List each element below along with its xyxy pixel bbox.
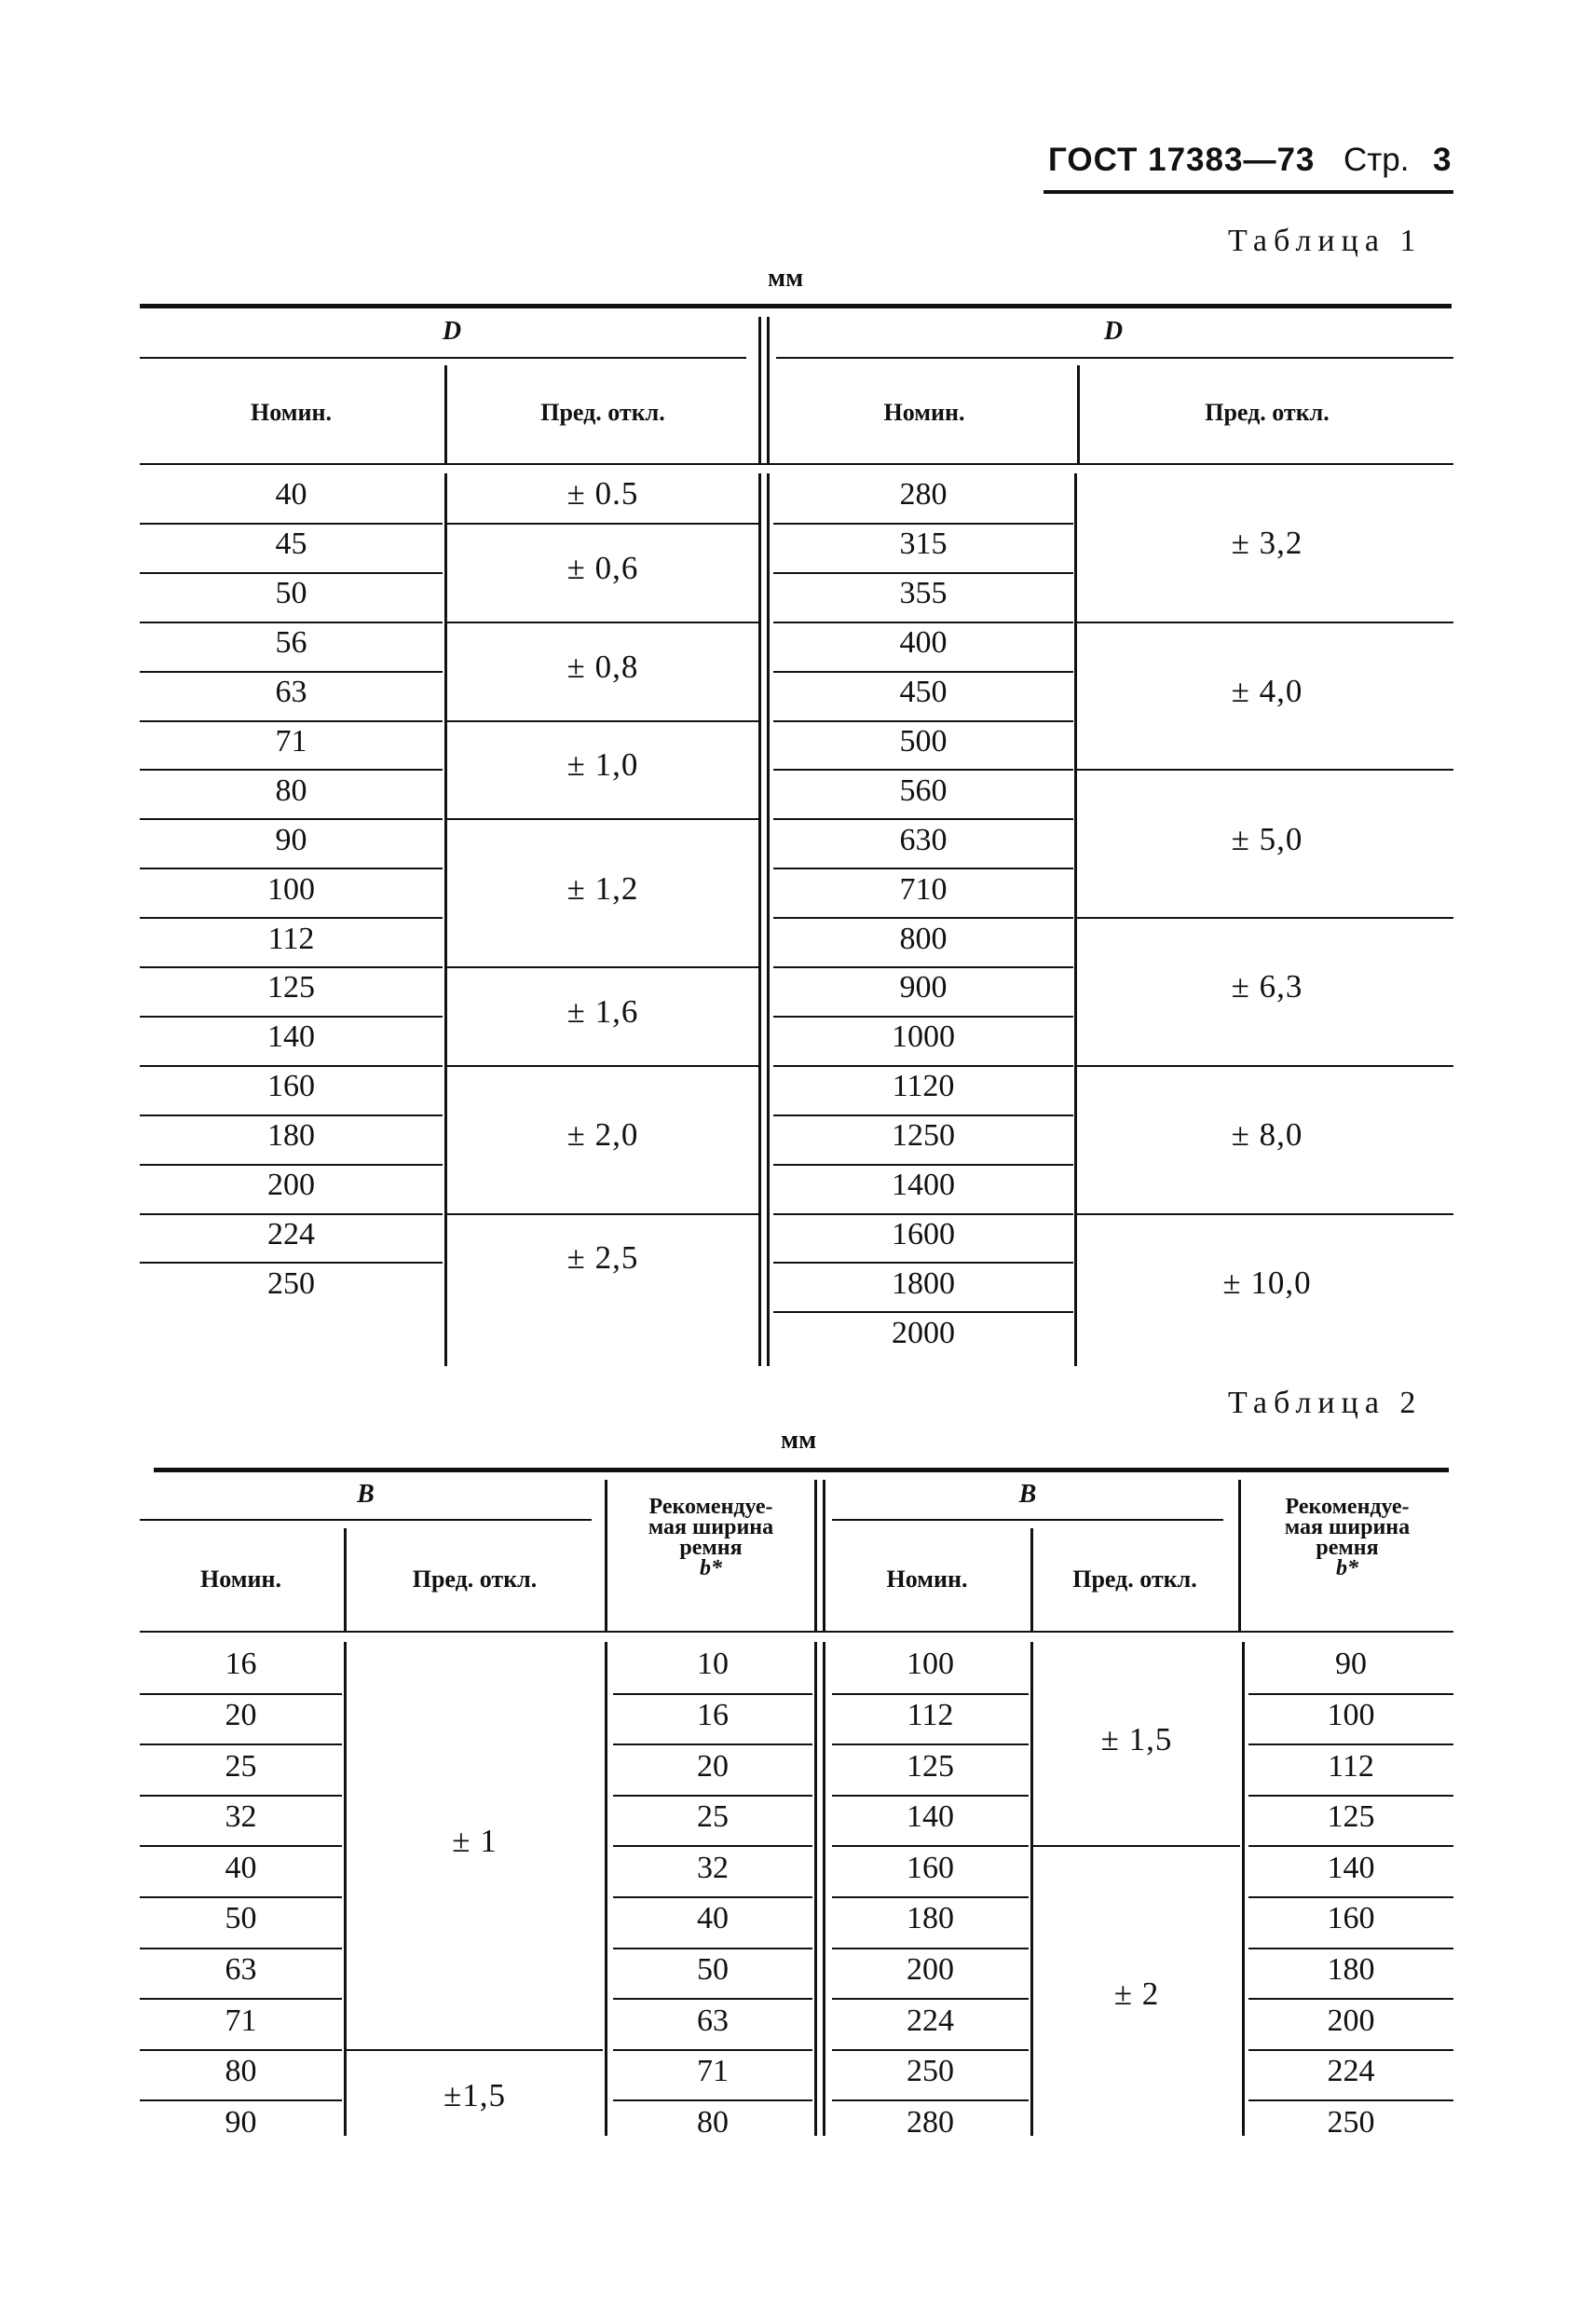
table2-left-rec-rule-8	[613, 2099, 812, 2101]
table1-top-rule	[140, 304, 1452, 308]
table2-group-rule-left	[140, 1519, 592, 1521]
table2-group-label-right: B	[1018, 1480, 1037, 1509]
table1-left-dev: ± 2,5	[566, 1239, 639, 1277]
table1-right-nominal: 560	[899, 773, 948, 808]
table2-right-rec-rule-2	[1248, 1795, 1453, 1797]
table2-header-rule	[140, 1631, 1453, 1633]
table2-caption: Таблица 2	[1228, 1386, 1423, 1420]
table2-right-nominal: 140	[907, 1799, 954, 1835]
table2-right-rec: 224	[1327, 2054, 1375, 2089]
table2-right-nominal-rule-3	[832, 1845, 1029, 1847]
table1-left-nominal-rule-0	[140, 523, 443, 525]
table2-body-sep-2	[605, 1642, 607, 2136]
table2-body-sep-4	[1242, 1642, 1245, 2136]
table1-body-sep-left	[444, 473, 447, 1366]
table1-left-nominal-rule-11	[140, 1065, 443, 1067]
table2-left-nominal: 40	[225, 1850, 257, 1885]
table2-left-rec: 71	[697, 2054, 729, 2089]
table1-left-dev: ± 2,0	[566, 1116, 639, 1154]
table2-right-nominal-rule-1	[832, 1744, 1029, 1745]
table1-right-dev-rule-3	[1077, 1065, 1453, 1067]
table1-left-nominal: 224	[267, 1216, 315, 1251]
table2-left-nominal: 20	[225, 1697, 257, 1732]
table2-left-nominal-rule-6	[140, 1998, 342, 2000]
table1-left-dev-rule-5	[447, 1065, 758, 1067]
table1-right-nominal: 1000	[892, 1019, 955, 1055]
table2-group-rule-right	[832, 1519, 1223, 1521]
table2-right-rec-rule-4	[1248, 1896, 1453, 1898]
table1-right-nominal-rule-1	[773, 572, 1073, 574]
table1-left-nominal: 50	[275, 576, 307, 611]
table1-left-nominal-rule-15	[140, 1262, 443, 1264]
table1-right-nominal: 315	[899, 526, 948, 562]
table1-right-nominal-rule-12	[773, 1114, 1073, 1116]
standard-number: ГОСТ 17383—73	[1048, 142, 1316, 178]
table2-left-nominal-rule-2	[140, 1795, 342, 1797]
table1-group-rule-right	[776, 357, 1453, 359]
table2-right-nominal-rule-0	[832, 1693, 1029, 1695]
table2-right-dev-rule	[1033, 1845, 1240, 1847]
table1-left-nominal: 250	[267, 1265, 315, 1301]
table1-right-nominal: 355	[899, 576, 948, 611]
table2-left-dev: ±1,5	[443, 2077, 506, 2114]
table1-right-nominal-rule-8	[773, 917, 1073, 919]
table1-left-nominal-rule-2	[140, 622, 443, 623]
table2-right-nominal-rule-8	[832, 2099, 1029, 2101]
table1-left-dev-rule-1	[447, 622, 758, 623]
table2-unit: мм	[781, 1426, 817, 1455]
table2-group-label-left: B	[357, 1480, 375, 1509]
table2-right-rec: 180	[1327, 1951, 1375, 1987]
table1-right-nominal-rule-13	[773, 1164, 1073, 1166]
table2-left-rec-rule-2	[613, 1795, 812, 1797]
table2-right-nominal-rule-2	[832, 1795, 1029, 1797]
table1-col-dev-right: Пред. откл.	[1205, 399, 1330, 426]
table2-right-rec-rule-0	[1248, 1693, 1453, 1695]
table2-right-dev: ± 2	[1113, 1976, 1160, 2013]
table1-left-nominal-rule-1	[140, 572, 443, 574]
table1-left-nominal: 40	[275, 477, 307, 513]
table1-right-nominal-rule-15	[773, 1262, 1073, 1264]
table1-left-dev-rule-0	[447, 523, 758, 525]
table2-right-rec: 100	[1327, 1697, 1375, 1732]
table1-left-nominal-rule-8	[140, 917, 443, 919]
table1-left-nominal-rule-14	[140, 1213, 443, 1215]
table2-right-nominal-rule-5	[832, 1948, 1029, 1949]
page-header	[1044, 142, 1453, 196]
table1-right-nominal: 1400	[892, 1168, 955, 1203]
table1-right-nominal: 800	[899, 921, 948, 956]
table1-right-nominal: 1120	[892, 1069, 955, 1104]
table2-left-nominal: 63	[225, 1951, 257, 1987]
table2-right-nominal-rule-7	[832, 2049, 1029, 2051]
table2-right-rec-rule-8	[1248, 2099, 1453, 2101]
table2-left-nominal: 25	[225, 1748, 257, 1784]
table2-right-nominal: 200	[907, 1951, 954, 1987]
table1-right-dev: ± 10,0	[1222, 1264, 1312, 1301]
table2-left-nominal-rule-8	[140, 2099, 342, 2101]
table1-left-dev: ± 0,8	[566, 648, 639, 685]
table2-right-dev: ± 1,5	[1100, 1721, 1173, 1758]
table2-col-nominal-right: Номин.	[886, 1566, 968, 1593]
table2-left-rec-rule-6	[613, 1998, 812, 2000]
table1-left-dev: ± 1,0	[566, 746, 639, 784]
table2-hdr-double-b	[823, 1480, 825, 1631]
table2-col-nominal-left: Номин.	[200, 1566, 281, 1593]
table2-left-nominal-rule-3	[140, 1845, 342, 1847]
table2-hdr-double-a	[814, 1480, 817, 1631]
table2-right-nominal: 112	[907, 1697, 954, 1732]
page-label: Стр.	[1344, 142, 1410, 178]
table1-header-rule	[140, 463, 1453, 465]
table2-right-rec-rule-1	[1248, 1744, 1453, 1745]
table1-left-dev: ± 0.5	[566, 475, 639, 513]
table1-right-nominal-rule-9	[773, 966, 1073, 968]
table2-left-rec-rule-7	[613, 2049, 812, 2051]
table1-left-nominal: 90	[275, 822, 307, 857]
table1-right-nominal-rule-14	[773, 1213, 1073, 1215]
table2-right-rec-rule-3	[1248, 1845, 1453, 1847]
table1-col-dev-left: Пред. откл.	[540, 399, 665, 426]
table2-left-nominal: 50	[225, 1901, 257, 1936]
table2-right-rec-rule-7	[1248, 2049, 1453, 2051]
table1-left-nominal: 125	[267, 970, 315, 1005]
table2-left-nominal: 71	[225, 2003, 257, 2038]
table1-right-nominal: 450	[899, 675, 948, 710]
table2-left-nominal-rule-0	[140, 1693, 342, 1695]
table2-left-rec: 40	[697, 1901, 729, 1936]
table1-left-nominal: 100	[267, 871, 315, 907]
table2-left-rec-rule-5	[613, 1948, 812, 1949]
table1-group-rule-left	[140, 357, 746, 359]
table2-right-rec: 112	[1328, 1748, 1374, 1784]
table1-left-nominal: 80	[275, 773, 307, 808]
table1-body-double-b	[767, 473, 770, 1366]
table1-right-nominal: 710	[899, 871, 948, 907]
table2-left-rec-rule-3	[613, 1845, 812, 1847]
table1-right-dev: ± 8,0	[1231, 1116, 1303, 1154]
table1-right-nominal-rule-2	[773, 622, 1073, 623]
table2-left-nominal: 16	[225, 1647, 257, 1682]
table1-left-dev-rule-4	[447, 966, 758, 968]
table2-left-rec: 25	[697, 1799, 729, 1835]
table1-right-nominal: 900	[899, 970, 948, 1005]
table1-left-nominal: 160	[267, 1069, 315, 1104]
table2-left-rec: 16	[697, 1697, 729, 1732]
table2-left-dev-rule	[347, 2049, 603, 2051]
table2-left-rec: 80	[697, 2104, 729, 2140]
table2-col-dev-right: Пред. откл.	[1072, 1566, 1197, 1593]
table1-right-nominal: 1250	[892, 1118, 955, 1154]
table2-col-rec-left: Рекомендуе- мая ширина ремня b*	[648, 1495, 774, 1580]
table1-right-nominal: 630	[899, 822, 948, 857]
table2-left-nominal: 80	[225, 2054, 257, 2089]
table1-left-nominal: 200	[267, 1168, 315, 1203]
table2-right-rec: 160	[1327, 1901, 1375, 1936]
table1-right-nominal: 400	[899, 625, 948, 661]
table1-left-nominal: 140	[267, 1019, 315, 1055]
table1-right-nominal-rule-3	[773, 671, 1073, 673]
table2-col-dev-left: Пред. откл.	[412, 1566, 538, 1593]
table1-left-nominal-rule-7	[140, 868, 443, 869]
table2-left-rec: 50	[697, 1951, 729, 1987]
table1-hdr-double-b	[767, 317, 770, 463]
table1-left-dev: ± 1,2	[566, 869, 639, 907]
table1-col-nominal-right: Номин.	[883, 399, 965, 426]
table1-group-label-left: D	[442, 317, 462, 346]
table1-right-dev: ± 4,0	[1231, 673, 1303, 710]
table1-left-nominal-rule-6	[140, 818, 443, 820]
table2-right-nominal: 100	[907, 1647, 954, 1682]
table2-left-nominal: 90	[225, 2104, 257, 2140]
table2-left-rec: 32	[697, 1850, 729, 1885]
table1-right-nominal: 1600	[892, 1216, 955, 1251]
table2-right-nominal: 125	[907, 1748, 954, 1784]
table2-left-nominal-rule-7	[140, 2049, 342, 2051]
table1-left-nominal-rule-10	[140, 1016, 443, 1018]
table2-body-double-b	[823, 1642, 825, 2136]
table1-left-dev-rule-2	[447, 720, 758, 722]
table2-left-dev: ± 1	[452, 1823, 498, 1860]
table1-left-nominal: 56	[275, 625, 307, 661]
table2-right-nominal: 160	[907, 1850, 954, 1885]
table1-right-nominal: 2000	[892, 1315, 955, 1350]
table2-right-rec-rule-6	[1248, 1998, 1453, 2000]
table1-right-nominal-rule-16	[773, 1311, 1073, 1313]
table2-right-rec-rule-5	[1248, 1948, 1453, 1949]
table1-right-nominal-rule-4	[773, 720, 1073, 722]
page-number: 3	[1433, 142, 1452, 178]
table2-col-rec-right: Рекомендуе- мая ширина ремня b*	[1284, 1495, 1411, 1580]
table1-right-nominal-rule-10	[773, 1016, 1073, 1018]
table1-left-dev: ± 0,6	[566, 549, 639, 586]
table1-left-nominal: 45	[275, 526, 307, 562]
table1-body-double-a	[758, 473, 761, 1366]
table2-left-rec-rule-4	[613, 1896, 812, 1898]
table2-body-sep-3	[1030, 1642, 1033, 2136]
table1-unit: мм	[768, 264, 804, 293]
table1-right-nominal-rule-0	[773, 523, 1073, 525]
table2-left-rec-rule-1	[613, 1744, 812, 1745]
table1-left-nominal: 112	[267, 921, 315, 956]
table1-left-dev: ± 1,6	[566, 992, 639, 1030]
table1-caption: Таблица 1	[1228, 224, 1423, 258]
table1-left-nominal: 63	[275, 675, 307, 710]
table1-left-nominal: 180	[267, 1118, 315, 1154]
table1-left-nominal-rule-3	[140, 671, 443, 673]
table1-right-nominal: 280	[899, 477, 948, 513]
table1-right-dev: ± 5,0	[1231, 820, 1303, 857]
table1-left-nominal: 71	[275, 723, 307, 759]
table1-left-nominal-rule-5	[140, 769, 443, 771]
table2-right-nominal: 180	[907, 1901, 954, 1936]
table1-left-nominal-rule-13	[140, 1164, 443, 1166]
table1-right-nominal-rule-6	[773, 818, 1073, 820]
table2-left-rec-rule-0	[613, 1693, 812, 1695]
table1-right-dev-rule-2	[1077, 917, 1453, 919]
table2-right-nominal: 280	[907, 2104, 954, 2140]
table2-right-nominal-rule-6	[832, 1998, 1029, 2000]
table1-right-nominal-rule-11	[773, 1065, 1073, 1067]
table1-left-nominal-rule-9	[140, 966, 443, 968]
table2-left-nominal: 32	[225, 1799, 257, 1835]
table1-left-nominal-rule-4	[140, 720, 443, 722]
table1-right-dev-rule-0	[1077, 622, 1453, 623]
table1-left-dev-rule-6	[447, 1213, 758, 1215]
table2-body-double-a	[814, 1642, 817, 2136]
table1-left-nominal-rule-12	[140, 1114, 443, 1116]
table1-right-nominal-rule-7	[773, 868, 1073, 869]
table1-right-dev: ± 3,2	[1231, 525, 1303, 562]
table2-body-sep-1	[344, 1642, 347, 2136]
table2-left-nominal-rule-5	[140, 1948, 342, 1949]
table2-left-rec: 20	[697, 1748, 729, 1784]
table2-right-rec: 250	[1327, 2104, 1375, 2140]
table2-right-rec: 140	[1327, 1850, 1375, 1885]
table2-right-nominal: 250	[907, 2054, 954, 2089]
table1-right-dev: ± 6,3	[1231, 968, 1303, 1005]
table1-left-dev-rule-3	[447, 818, 758, 820]
table2-left-rec: 63	[697, 2003, 729, 2038]
table2-right-rec: 200	[1327, 2003, 1375, 2038]
table2-right-nominal: 224	[907, 2003, 954, 2038]
table2-left-nominal-rule-4	[140, 1896, 342, 1898]
table1-right-nominal: 500	[899, 723, 948, 759]
table1-col-nominal-left: Номин.	[251, 399, 332, 426]
table2-right-nominal-rule-4	[832, 1896, 1029, 1898]
table1-group-label-right: D	[1103, 317, 1124, 346]
header-rule	[1044, 190, 1453, 194]
table1-right-nominal-rule-5	[773, 769, 1073, 771]
table2-left-rec: 10	[697, 1647, 729, 1682]
table1-right-dev-rule-1	[1077, 769, 1453, 771]
table2-right-rec: 90	[1335, 1647, 1367, 1682]
table2-right-rec: 125	[1327, 1799, 1375, 1835]
table1-right-dev-rule-4	[1077, 1213, 1453, 1215]
table1-hdr-sep-right	[1077, 365, 1080, 463]
table1-body-sep-right	[1074, 473, 1077, 1366]
table2-top-rule	[154, 1468, 1449, 1472]
table1-right-nominal: 1800	[892, 1265, 955, 1301]
table2-left-nominal-rule-1	[140, 1744, 342, 1745]
